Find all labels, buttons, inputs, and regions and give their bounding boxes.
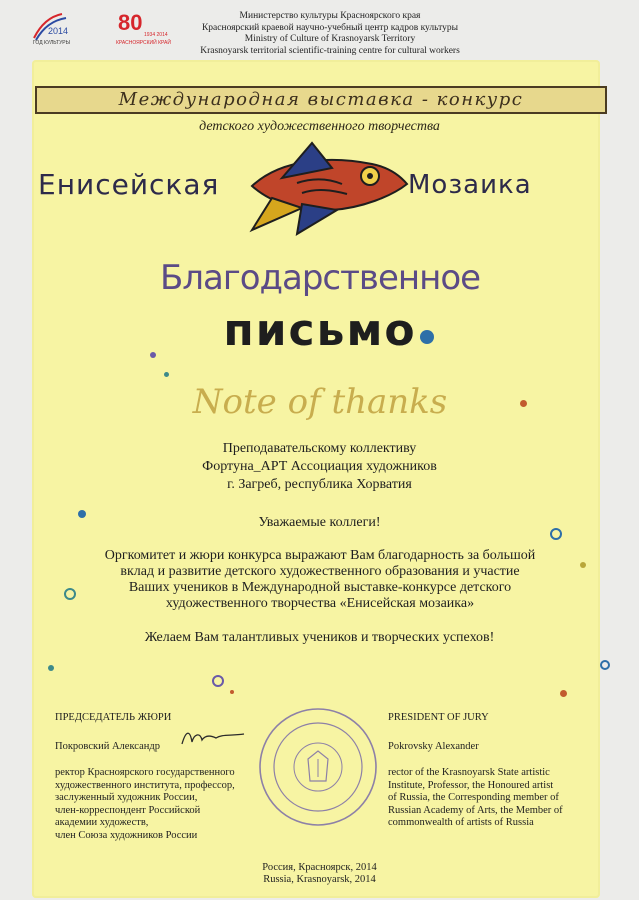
addressee-line: Фортуна_АРТ Ассоциация художников — [202, 459, 437, 474]
desc-line: of Russia, the Corresponding member of — [388, 792, 559, 803]
decorative-dot — [600, 660, 610, 670]
desc-line: член Союза художников России — [55, 829, 198, 841]
desc-line: rector of the Krasnoyarsk State artistic — [388, 767, 550, 778]
desc-line: заслуженный художник России, — [55, 792, 198, 803]
letterhead — [0, 0, 639, 58]
footer-line: Россия, Красноярск, 2014 — [262, 862, 377, 873]
desc-line: commonwealth of artists of Russia — [388, 817, 534, 828]
exhibition-banner — [35, 86, 607, 114]
jury-name-ru: Покровский Александр — [55, 740, 160, 752]
addressee-block — [0, 440, 639, 494]
jury-desc-ru — [55, 767, 285, 842]
logo-2014-caption: ГОД КУЛЬТУРЫ — [33, 40, 71, 46]
letter-body: Оргкомитет и жюри конкурса выражают Вам благодарность за большой вклад и развитие детского художественного образования и участие Ваших учеников в Международной выставке-конкурсе детского художественного творчества «Енисейская мозаика» — [104, 548, 536, 611]
footer-line: Russia, Krasnoyarsk, 2014 — [263, 874, 376, 885]
addressee-line: Преподавательскому коллективу — [222, 441, 417, 456]
decorative-dot — [230, 690, 234, 694]
decorative-dot — [560, 690, 567, 697]
closing-wish: Желаем Вам талантливых учеников и творческих успехов! — [144, 630, 495, 645]
jury-title-en: PRESIDENT OF JURY — [388, 712, 489, 723]
header-line: Ministry of Culture of Krasnoyarsk Territory — [244, 34, 416, 44]
contest-title-right: Мозаика — [408, 170, 532, 200]
exhibition-subtitle: детского художественного творчества — [199, 119, 440, 134]
contest-title-left: Енисейская — [38, 168, 220, 201]
note-of-thanks-title: Note of thanks — [192, 382, 448, 422]
letter-title-line1: Благодарственное — [159, 258, 481, 298]
logo-80-years: 1934 2014 — [144, 32, 168, 38]
desc-line: Russian Academy of Arts, the Member of — [388, 804, 563, 816]
header-line: Krasnoyarsk territorial scientific-training centre for cultural workers — [200, 45, 460, 56]
anniversary-80-logo — [116, 8, 171, 54]
header-line: Министерство культуры Красноярского края — [239, 11, 421, 21]
decorative-dot — [150, 352, 156, 358]
header-line: Красноярский краевой научно-учебный центр кадров культуры — [201, 22, 459, 33]
jury-desc-en — [388, 767, 608, 830]
logo-80-number: 80 — [118, 10, 143, 35]
signature-block-ru — [55, 712, 285, 842]
signature-block-en — [388, 712, 608, 830]
decorative-dot — [64, 588, 76, 600]
ministry-header-text — [180, 11, 480, 57]
desc-line: художественного института, профессор, — [55, 779, 235, 791]
jury-title-ru: ПРЕДСЕДАТЕЛЬ ЖЮРИ — [55, 712, 172, 723]
decorative-dot — [48, 665, 54, 671]
decorative-dot — [520, 400, 527, 407]
logo-2014-year: 2014 — [48, 26, 69, 36]
decorative-dot — [580, 562, 586, 568]
addressee-line: г. Загреб, республика Хорватия — [227, 477, 412, 492]
year-of-culture-logo — [32, 12, 76, 46]
logo-80-caption: КРАСНОЯРСКИЙ КРАЙ — [116, 40, 171, 46]
greeting: Уважаемые коллеги! — [258, 515, 381, 530]
footer-place-date — [0, 862, 639, 886]
desc-line: член-корреспондент Российской — [55, 804, 201, 816]
decorative-dot — [164, 372, 169, 377]
letter-title-line2: письмо — [223, 305, 417, 356]
desc-line: академии художеств, — [55, 817, 149, 828]
desc-line: Institute, Professor, the Honoured artist — [388, 779, 554, 791]
official-seal-stamp — [256, 705, 380, 829]
firebird-emblem — [242, 138, 412, 236]
decorative-dot — [212, 675, 224, 687]
desc-line: ректор Красноярского государственного — [55, 767, 235, 778]
banner-text: Международная выставка - конкурс — [118, 89, 524, 110]
handwritten-signature — [178, 724, 248, 752]
jury-name-en: Pokrovsky Alexander — [388, 740, 479, 752]
